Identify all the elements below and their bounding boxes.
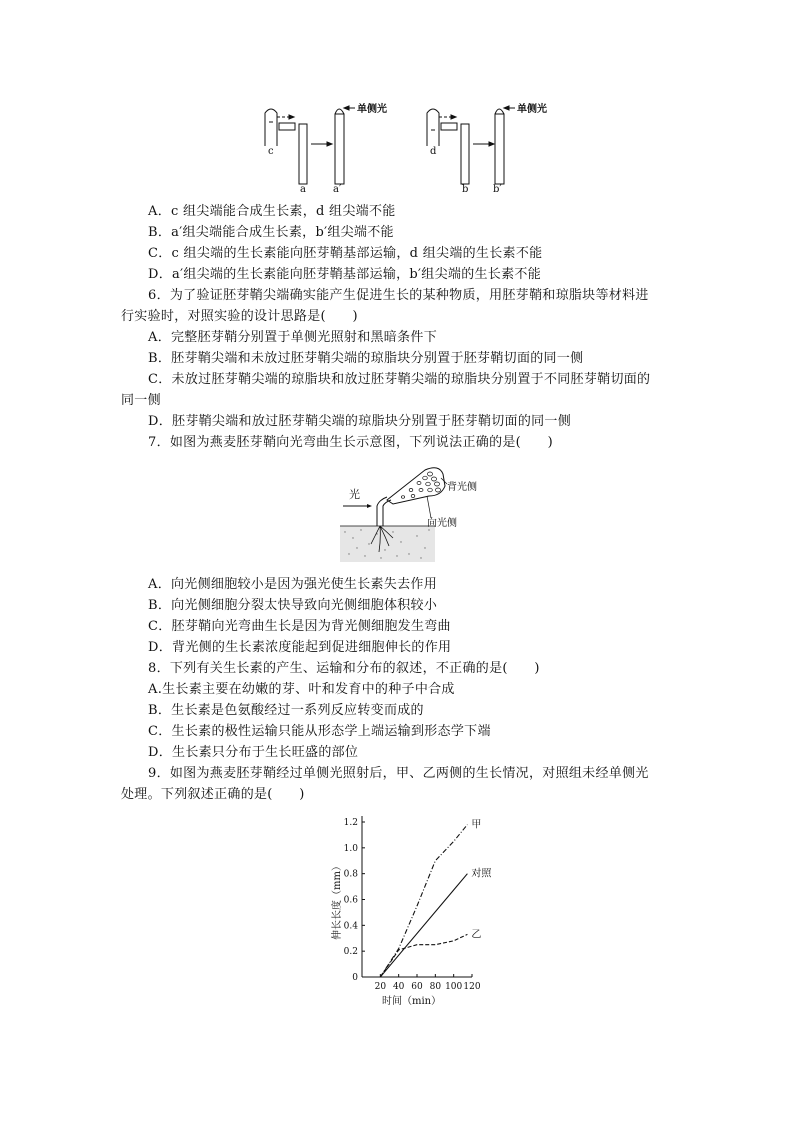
unilateral-light-label-1: 单侧光 <box>357 104 387 115</box>
q6-option-c: C．未放过胚芽鞘尖端的琼脂块和放过胚芽鞘尖端的琼脂块分别置于不同胚芽鞘切面的 <box>148 372 651 387</box>
q6-option-a: A．完整胚芽鞘分别置于单侧光照射和黑暗条件下 <box>148 330 437 345</box>
growth-chart <box>320 810 520 1015</box>
q8-stem: 8．下列有关生长素的产生、运输和分布的叙述，不正确的是( ) <box>148 661 540 676</box>
coleoptile-stem <box>377 497 387 526</box>
q9-stem-line2: 处理。下列叙述正确的是( ) <box>121 787 305 802</box>
q6-option-b: B．胚芽鞘尖端和未放过胚芽鞘尖端的琼脂块分别置于胚芽鞘切面的同一侧 <box>148 351 584 366</box>
back-side-label: 背光侧 <box>447 482 477 493</box>
q5-option-b: B．a′组尖端能合成生长素，b′组尖端不能 <box>148 225 394 240</box>
figure-grafting-experiment <box>255 96 585 196</box>
q8-option-c: C．生长素的极性运输只能从形态学上端运输到形态学下端 <box>148 724 491 739</box>
light-side-label: 向光侧 <box>427 518 457 529</box>
x-tick-label: 60 <box>411 982 423 992</box>
series-line-0 <box>380 825 467 977</box>
series-label-2: 乙 <box>471 929 482 941</box>
coleoptile-d <box>427 109 439 146</box>
label-b-prime: b′ <box>493 184 502 195</box>
q8-option-d: D．生长素只分布于生长旺盛的部位 <box>148 745 359 760</box>
y-tick-label: 1.0 <box>343 843 358 854</box>
q7-option-c: C．胚芽鞘向光弯曲生长是因为背光侧细胞发生弯曲 <box>148 619 451 634</box>
q8-option-a: A.生长素主要在幼嫩的芽、叶和发育中的种子中合成 <box>148 682 455 697</box>
label-c: c <box>268 146 274 157</box>
label-a-prime: a′ <box>333 184 342 195</box>
label-a: a <box>300 184 306 195</box>
y-tick-label: 0.2 <box>343 947 358 958</box>
q7-option-b: B．向光侧细胞分裂太快导致向光侧细胞体积较小 <box>148 598 438 613</box>
agar-block-right <box>441 123 457 130</box>
unilateral-light-label-2: 单侧光 <box>517 104 547 115</box>
y-tick-label: 0.4 <box>343 921 358 932</box>
chart-xlabel: 时间（min） <box>382 996 442 1007</box>
x-tick-label: 20 <box>374 982 387 992</box>
coleoptile-b-prime <box>495 114 504 184</box>
coleoptile-a-prime <box>335 114 344 184</box>
y-tick-label: 1.2 <box>343 818 358 828</box>
soil <box>340 526 435 562</box>
q5-option-d: D．a′组尖端的生长素能向胚芽鞘基部运输，b′组尖端的生长素不能 <box>148 267 541 282</box>
series-label-1: 对照 <box>471 868 492 880</box>
q9-stem-line1: 9．如图为燕麦胚芽鞘经过单侧光照射后，甲、乙两侧的生长情况，对照组未经单侧光 <box>148 766 649 781</box>
agar-block-left <box>279 123 295 130</box>
figure-phototropism <box>335 464 495 564</box>
chart-axes <box>362 816 472 977</box>
coleoptile-b <box>461 124 469 184</box>
coleoptile-c <box>265 109 277 146</box>
q6-option-c-cont: 同一侧 <box>121 393 161 408</box>
q6-option-d: D．胚芽鞘尖端和放过胚芽鞘尖端的琼脂块分别置于胚芽鞘切面的同一侧 <box>148 414 572 429</box>
q6-stem-line2: 行实验时，对照实验的设计思路是( ) <box>121 309 358 324</box>
q6-stem-line1: 6．为了验证胚芽鞘尖端确实能产生促进生长的某种物质，用胚芽鞘和琼脂块等材料进 <box>148 288 649 303</box>
label-b: b <box>462 184 469 195</box>
coleoptile-a <box>299 124 307 184</box>
q8-option-b: B．生长素是色氨酸经过一系列反应转变而成的 <box>148 703 424 718</box>
q7-option-d: D．背光侧的生长素浓度能起到促进细胞伸长的作用 <box>148 640 452 655</box>
series-label-0: 甲 <box>471 819 482 831</box>
series-line-1 <box>380 874 467 977</box>
y-tick-label: 0.6 <box>343 895 358 906</box>
q7-stem: 7．如图为燕麦胚芽鞘向光弯曲生长示意图，下列说法正确的是( ) <box>148 435 554 450</box>
x-tick-label: 100 <box>445 982 463 992</box>
x-tick-label: 40 <box>392 982 405 992</box>
x-tick-label: 120 <box>463 982 481 992</box>
light-label: 光 <box>349 488 360 501</box>
chart-ylabel: 伸长长度（mm） <box>332 861 343 940</box>
y-tick-label: 0.8 <box>343 869 358 880</box>
q5-option-a: A．c 组尖端能合成生长素，d 组尖端不能 <box>148 204 396 219</box>
q7-option-a: A．向光侧细胞较小是因为强光使生长素失去作用 <box>148 577 437 592</box>
label-d: d <box>430 146 437 157</box>
series-line-2 <box>380 934 467 977</box>
y-tick-label: 0 <box>352 973 358 983</box>
q5-option-c: C．c 组尖端的生长素能向胚芽鞘基部运输，d 组尖端的生长素不能 <box>148 246 543 261</box>
x-tick-label: 80 <box>429 982 442 992</box>
